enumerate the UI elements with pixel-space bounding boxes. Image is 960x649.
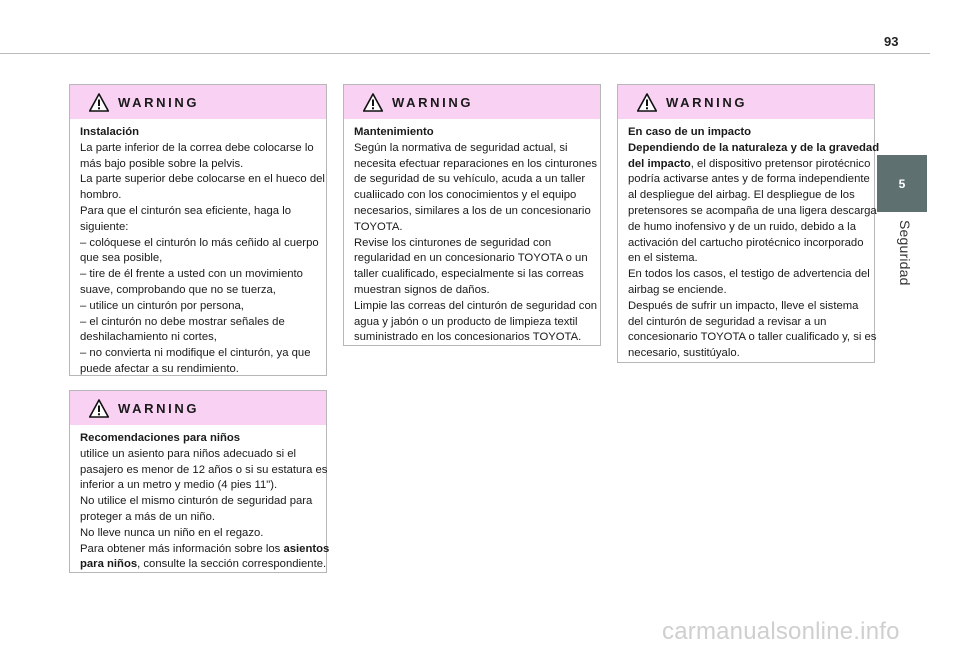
text-line bbox=[628, 299, 866, 315]
text: La parte superior debe colocarse en el hueco del bbox=[80, 173, 325, 186]
warning-body bbox=[618, 119, 880, 362]
text: pasajero es menor de 12 años o si su estatura es bbox=[80, 463, 328, 476]
text: Para obtener más información sobre los bbox=[80, 542, 284, 555]
text: deshilachamiento ni cortes, bbox=[80, 331, 217, 344]
text-line bbox=[80, 204, 318, 220]
text-line bbox=[628, 283, 866, 299]
text: muestran signos de daños. bbox=[354, 283, 490, 296]
warning-triangle-icon bbox=[89, 399, 109, 418]
text: Revise los cinturones de seguridad con bbox=[354, 236, 552, 249]
text: – tire de él frente a usted con un movimiento bbox=[80, 268, 303, 281]
text-line bbox=[628, 204, 877, 220]
bold-text: para niños bbox=[80, 558, 138, 571]
text: cualiicado con los conocimientos y el equipo bbox=[354, 189, 577, 202]
warning-triangle-icon bbox=[89, 93, 109, 112]
bold-text: asientos bbox=[283, 542, 330, 555]
warning-box-children bbox=[69, 390, 330, 573]
text-line bbox=[80, 141, 318, 157]
text-line bbox=[628, 172, 870, 188]
text-line bbox=[354, 125, 592, 141]
warning-box-maintenance bbox=[343, 84, 601, 346]
text: – utilice un cinturón por persona, bbox=[80, 299, 244, 312]
text: utilice un asiento para niños adecuado si el bbox=[80, 447, 297, 460]
text: , el dispositivo pretensor pirotécnico bbox=[690, 157, 871, 170]
text-line bbox=[354, 188, 592, 204]
text: puede afectar a su rendimiento. bbox=[80, 362, 239, 375]
text-line bbox=[628, 267, 870, 283]
section-title: Seguridad bbox=[897, 220, 913, 286]
text: hombro. bbox=[80, 189, 122, 202]
warning-triangle-icon bbox=[637, 93, 657, 112]
text: suministrado en los concesionarios TOYOTA. bbox=[354, 331, 582, 344]
text: de humo inofensivo y de un ruido, debido a la bbox=[628, 220, 856, 233]
text-line bbox=[80, 526, 318, 542]
bold-text: Recomendaciones para niños bbox=[80, 432, 241, 444]
text-line bbox=[628, 251, 866, 267]
text: No utilice el mismo cinturón de seguridad para bbox=[80, 495, 313, 508]
section-number: 5 bbox=[898, 176, 906, 191]
text-line bbox=[354, 251, 592, 267]
warning-body bbox=[344, 119, 600, 346]
text-line bbox=[80, 172, 325, 188]
text-line bbox=[80, 510, 318, 526]
text: En todos los casos, el testigo de advertencia del bbox=[628, 268, 870, 281]
text: pretensores se acompaña de una ligera descarga bbox=[628, 204, 877, 217]
warning-header bbox=[618, 85, 874, 119]
text: La parte inferior de la correa debe colocarse lo bbox=[80, 141, 314, 154]
bold-text: Instalación bbox=[80, 126, 140, 138]
text-line bbox=[354, 204, 592, 220]
text: regularidad en un concesionario TOYOTA o un bbox=[354, 252, 588, 265]
text: Después de sufrir un impacto, lleve el sistema bbox=[628, 299, 859, 312]
text-line bbox=[80, 478, 318, 494]
text: del cinturón de seguridad a revisar a un bbox=[628, 315, 827, 328]
text: activación del cartucho pirotécnico incorporado bbox=[628, 236, 864, 249]
text: proteger a más de un niño. bbox=[80, 510, 216, 523]
text: Limpie las correas del cinturón de seguridad con bbox=[354, 299, 598, 312]
text: – colóquese el cinturón lo más ceñido al cuerpo bbox=[80, 236, 319, 249]
text: necesita efectuar reparaciones en los cinturones bbox=[354, 157, 598, 170]
text-line bbox=[80, 494, 318, 510]
text-line bbox=[628, 188, 866, 204]
text-line bbox=[354, 172, 592, 188]
text-line bbox=[354, 236, 592, 252]
text-line bbox=[80, 125, 318, 141]
text: , consulte la sección correspondiente. bbox=[137, 558, 327, 571]
text-line bbox=[354, 157, 598, 173]
bold-text: Dependiendo de la naturaleza y de la gravedad bbox=[628, 141, 880, 154]
watermark: carmanualsonline.info bbox=[662, 618, 900, 645]
warning-box-installation bbox=[69, 84, 327, 376]
header-rule bbox=[0, 53, 930, 54]
text-line bbox=[80, 236, 318, 252]
text-line bbox=[628, 141, 880, 157]
text-line bbox=[628, 346, 866, 362]
text: al despliegue del airbag. El despliegue de los bbox=[628, 189, 855, 202]
text-line bbox=[628, 220, 866, 236]
text-line bbox=[80, 267, 318, 283]
text-line bbox=[628, 236, 866, 252]
text: TOYOTA. bbox=[354, 220, 403, 233]
text-line bbox=[80, 283, 318, 299]
warning-title: WARNING bbox=[118, 94, 200, 110]
text: siguiente: bbox=[80, 220, 129, 233]
section-tab[interactable] bbox=[877, 155, 927, 212]
warning-title: WARNING bbox=[666, 94, 748, 110]
text: concesionario TOYOTA o taller cualificado y, si es bbox=[628, 331, 877, 344]
text-line bbox=[80, 463, 328, 479]
text-line bbox=[354, 141, 592, 157]
text: Para que el cinturón sea eficiente, haga lo bbox=[80, 204, 292, 217]
text: de seguridad de su vehículo, acuda a un taller bbox=[354, 173, 586, 186]
text-line bbox=[80, 220, 318, 236]
text-line bbox=[80, 315, 318, 331]
text: en el sistema. bbox=[628, 252, 698, 265]
text-line bbox=[80, 542, 330, 558]
text-line bbox=[80, 346, 318, 362]
text-line bbox=[80, 157, 318, 173]
bold-text: En caso de un impacto bbox=[628, 126, 752, 138]
text: taller cualificado, especialmente si las correas bbox=[354, 268, 584, 281]
text: más bajo posible sobre la pelvis. bbox=[80, 157, 244, 170]
text-line bbox=[80, 362, 318, 378]
text: inferior a un metro y medio (4 pies 11"). bbox=[80, 479, 278, 492]
warning-body bbox=[70, 425, 330, 573]
text: que sea posible, bbox=[80, 252, 163, 265]
text: necesario, sustitúyalo. bbox=[628, 347, 740, 360]
text-line bbox=[80, 330, 318, 346]
warning-header bbox=[70, 391, 326, 425]
warning-title: WARNING bbox=[118, 400, 200, 416]
text-line bbox=[80, 557, 327, 573]
warning-header bbox=[344, 85, 600, 119]
text: airbag se enciende. bbox=[628, 283, 727, 296]
text: No lleve nunca un niño en el regazo. bbox=[80, 526, 264, 539]
bold-text: del impacto bbox=[628, 157, 691, 170]
text-line bbox=[628, 315, 866, 331]
text: necesarios, similares a los de un concesionario bbox=[354, 204, 591, 217]
text-line bbox=[628, 125, 866, 141]
text-line bbox=[628, 157, 871, 173]
text: – no convierta ni modifique el cinturón, ya que bbox=[80, 347, 311, 360]
text: podría activarse antes y de forma independiente bbox=[628, 173, 870, 186]
text: suave, comprobando que no se tuerza, bbox=[80, 283, 276, 296]
page-number: 93 bbox=[884, 34, 899, 49]
text-line bbox=[354, 283, 592, 299]
text-line bbox=[354, 330, 592, 346]
text-line bbox=[354, 299, 598, 315]
text-line bbox=[354, 315, 592, 331]
text-line bbox=[80, 299, 318, 315]
warning-title: WARNING bbox=[392, 94, 474, 110]
warning-body bbox=[70, 119, 326, 378]
text-line bbox=[80, 431, 318, 447]
warning-triangle-icon bbox=[363, 93, 383, 112]
text-line bbox=[628, 330, 877, 346]
text-line bbox=[354, 267, 592, 283]
text-line bbox=[80, 188, 318, 204]
text: – el cinturón no debe mostrar señales de bbox=[80, 315, 285, 328]
text-line bbox=[354, 220, 592, 236]
warning-box-impact bbox=[617, 84, 880, 363]
text-line bbox=[80, 447, 318, 463]
text: agua y jabón o un producto de limpieza textil bbox=[354, 315, 578, 328]
text: Según la normativa de seguridad actual, si bbox=[354, 141, 568, 154]
warning-header bbox=[70, 85, 326, 119]
bold-text: Mantenimiento bbox=[354, 126, 434, 138]
text-line bbox=[80, 251, 318, 267]
